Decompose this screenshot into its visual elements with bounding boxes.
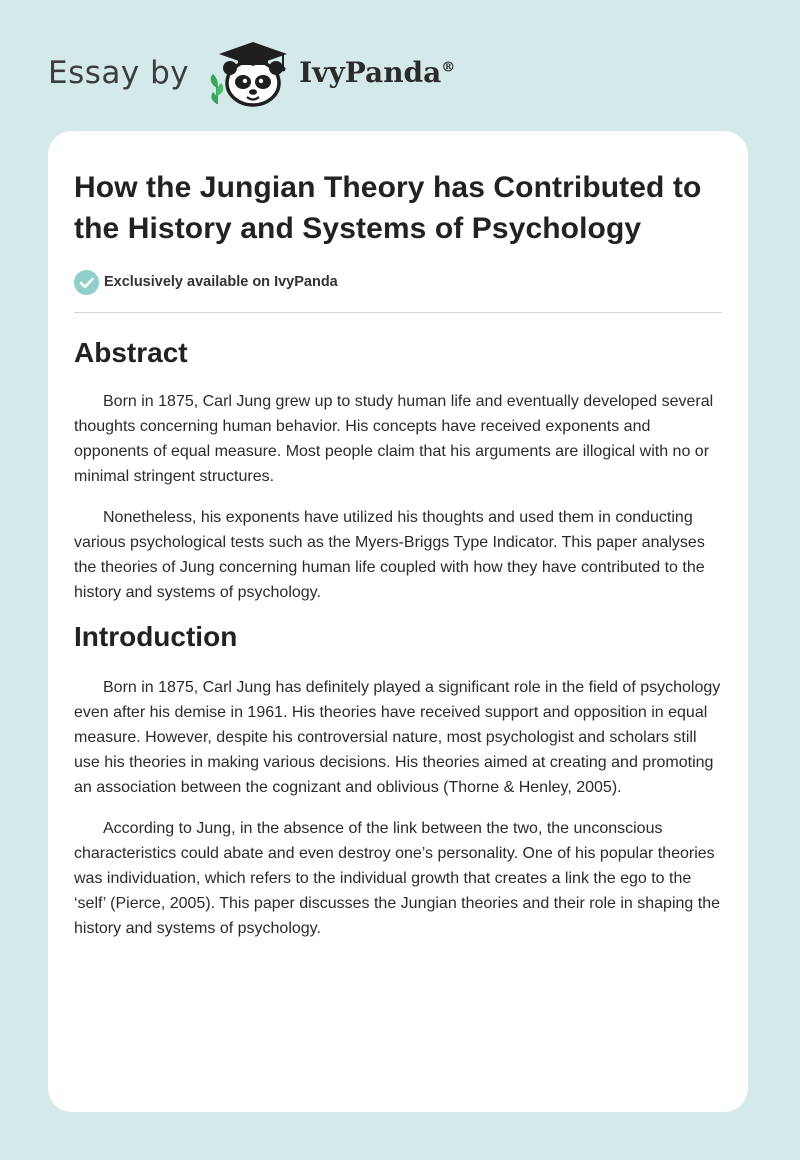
section-heading-abstract: Abstract [74,337,188,368]
exclusive-badge [74,269,722,295]
section-abstract [74,337,722,605]
section-introduction [74,621,722,941]
registered-mark: ® [441,59,456,76]
title-divider [74,312,722,313]
brand-prefix: Essay by [48,54,190,91]
essay-card [48,131,748,1112]
brand-header [48,38,455,108]
check-circle-icon [74,270,99,295]
section-heading-introduction: Introduction [74,621,238,652]
paragraph: Born in 1875, Carl Jung has definitely played a significant role in the field of psychology even after his demise in 1961. His theories have received support and opposition in equal measure. However, despite his controversial nature, most psychologist and scholars still use his theories in making various decisions. His theories aimed at creating and promoting an association between the cognizant and oblivious (Thorne & Henley, 2005). [74,679,721,796]
exclusive-badge-text: Exclusively available on IvyPanda [104,274,338,290]
paragraph: Nonetheless, his exponents have utilized his thoughts and used them in conducting various psychological tests such as the Myers-Briggs Type Indicator. This paper analyses the theories of Jung concerning human life coupled with how they have contributed to the history and systems of psychology. [74,509,705,601]
brand-name: IvyPanda® [299,56,456,89]
paragraph: Born in 1875, Carl Jung grew up to study human life and eventually developed several thoughts concerning human behavior. His concepts have received exponents and opponents of equal measure. Most people claim that his arguments are illogical with no or minimal stringent structures. [74,393,714,485]
essay-title: How the Jungian Theory has Contributed to the History and Systems of Psychology [74,171,702,245]
panda-logo-icon [205,38,295,108]
paragraph: According to Jung, in the absence of the link between the two, the unconscious characteristics could abate and even destroy one’s personality. One of his popular theories was individuation, which refers to the individual growth that creates a link the ego to the ‘self’ (Pierce, 2005). This paper discusses the Jungian theories and their role in shaping the history and systems of psychology. [74,820,720,937]
